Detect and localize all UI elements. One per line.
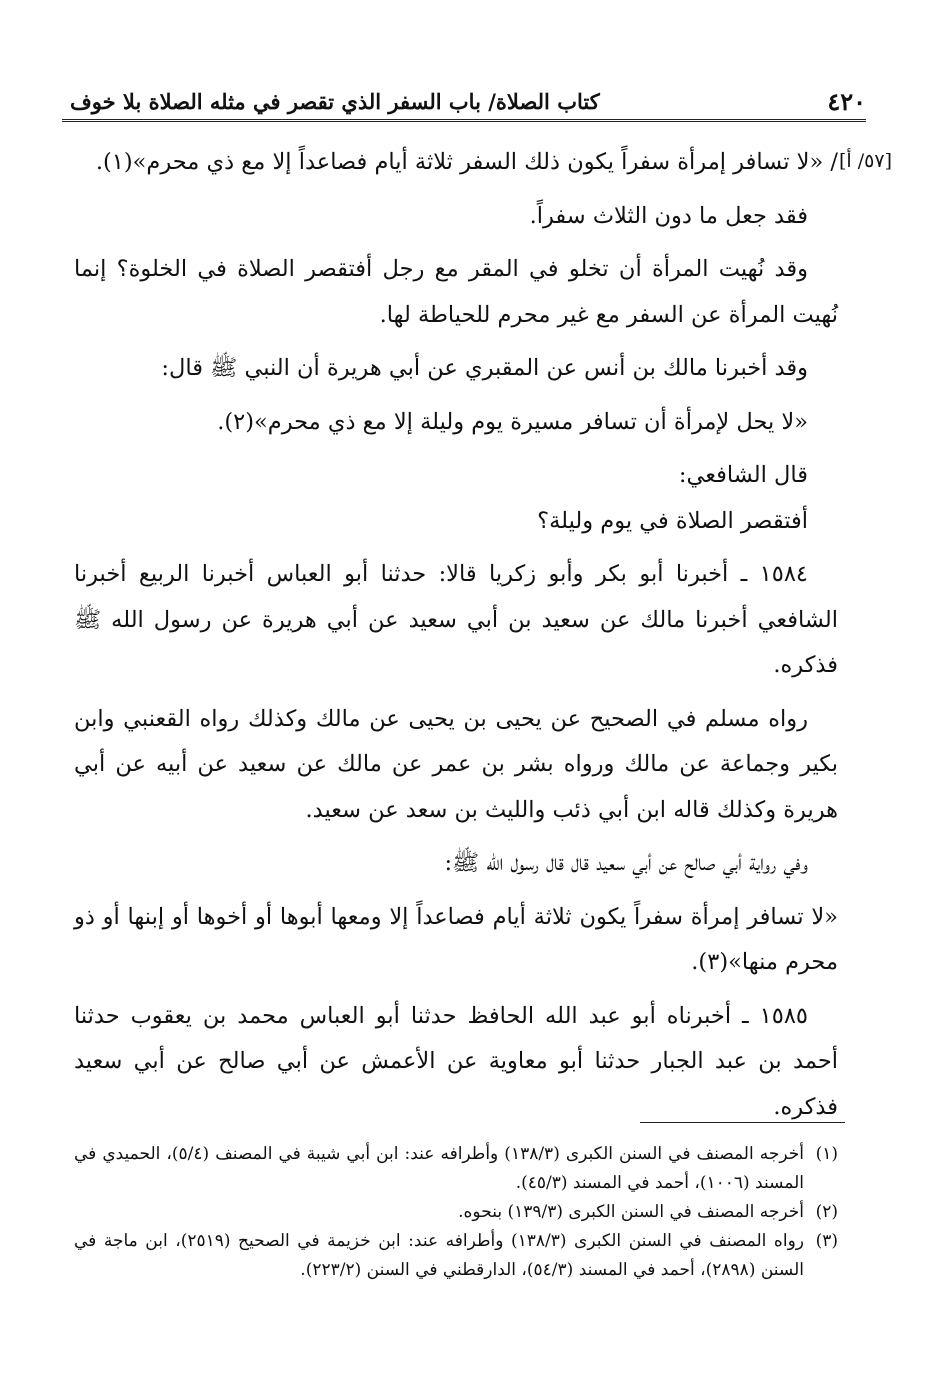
footnotes [74,1140,838,1285]
footnote-number: (٢) [815,1202,838,1222]
hadith-1584: ١٥٨٤ ـ أخبرنا أبو بكر وأبو زكريا قالا: حدثنا أبو العباس أخبرنا الربيع أخبرنا الشافعي أخبرنا مالك عن سعيد بن أبي سعيد عن أبي هريرة عن رسول الله ﷺ فذكره. [74,561,838,678]
page-number: ٤٢٠ [827,86,866,116]
footnote-text: أخرجه المصنف في السنن الكبرى (١٣٨/٣) وأطرافه عند: ابن أبي شيبة في المصنف (٥/٤)، الحميدي في المسند (١٠٠٦)، أحمد في المسند (٤٥/٣). [74,1144,804,1193]
footnote-text: أخرجه المصنف في السنن الكبرى (١٣٩/٣) بنحوه. [458,1202,804,1222]
footnote-rule [640,1122,845,1123]
footnote-text: رواه المصنف في السنن الكبرى (١٣٨/٣) وأطرافه عند: ابن خزيمة في الصحيح (٢٥١٩)، ابن ماجة في السنن (٢٨٩٨)، أحمد في المسند (٥٤/٣)، الدارقطني في السنن (٢٢٣/٢). [74,1231,804,1280]
running-title: كتاب الصلاة/ باب السفر الذي تقصر في مثله الصلاة بلا خوف [70,88,600,114]
body-text [74,140,838,1138]
paragraph-2: فقد جعل ما دون الثلاث سفراً. [529,202,808,229]
paragraph-10: وفي رواية أبي صالح عن أبي سعيد قال قال رسول الله ﷺ: [444,850,808,876]
footnote-number: (٣) [815,1231,838,1251]
footnote-3 [74,1227,838,1285]
paragraph-9: رواه مسلم في الصحيح عن يحيى بن يحيى عن مالك وكذلك رواه القعنبي وابن بكير وجماعة عن مالك ورواه بشر بن عمر عن مالك عن سعيد عن أبيه عن أبي هريرة وكذلك قاله ابن أبي ذئب والليث بن سعد عن سعيد. [74,705,838,823]
paragraph-5: «لا يحل لإمرأة أن تسافر مسيرة يوم وليلة إلا مع ذي محرم»(٢). [217,408,808,435]
footnote-number: (١) [815,1144,838,1164]
page-header [70,84,866,118]
footnote-2 [74,1198,838,1227]
header-rule [62,119,866,122]
paragraph-7: أفتقصر الصلاة في يوم وليلة؟ [537,507,808,534]
paragraph-6: قال الشافعي: [678,462,808,488]
paragraph-3: وقد نُهيت المرأة أن تخلو في المقر مع رجل أفتقصر الصلاة في الخلوة؟ إنما نُهيت المرأة عن السفر مع غير محرم للحياطة لها. [74,256,838,328]
paragraph-1: / «لا تسافر إمرأة سفراً يكون ذلك السفر ثلاثة أيام فصاعداً إلا مع ذي محرم»(١). [95,149,838,175]
footnote-1 [74,1140,838,1198]
manuscript-folio-marker: [٥٧/ أ] [839,150,892,172]
hadith-1585: ١٥٨٥ ـ أخبرناه أبو عبد الله الحافظ حدثنا أبو العباس محمد بن يعقوب حدثنا أحمد بن عبد الجبار حدثنا أبو معاوية عن الأعمش عن أبي صالح عن أبي سعيد فذكره. [74,1002,838,1120]
paragraph-11: «لا تسافر إمرأة سفراً يكون ثلاثة أيام فصاعداً إلا ومعها أبوها أو أخوها أو إبنها أو ذو محرم منها»(٣). [74,903,838,975]
paragraph-4: وقد أخبرنا مالك بن أنس عن المقبري عن أبي هريرة أن النبي ﷺ قال: [161,355,808,381]
